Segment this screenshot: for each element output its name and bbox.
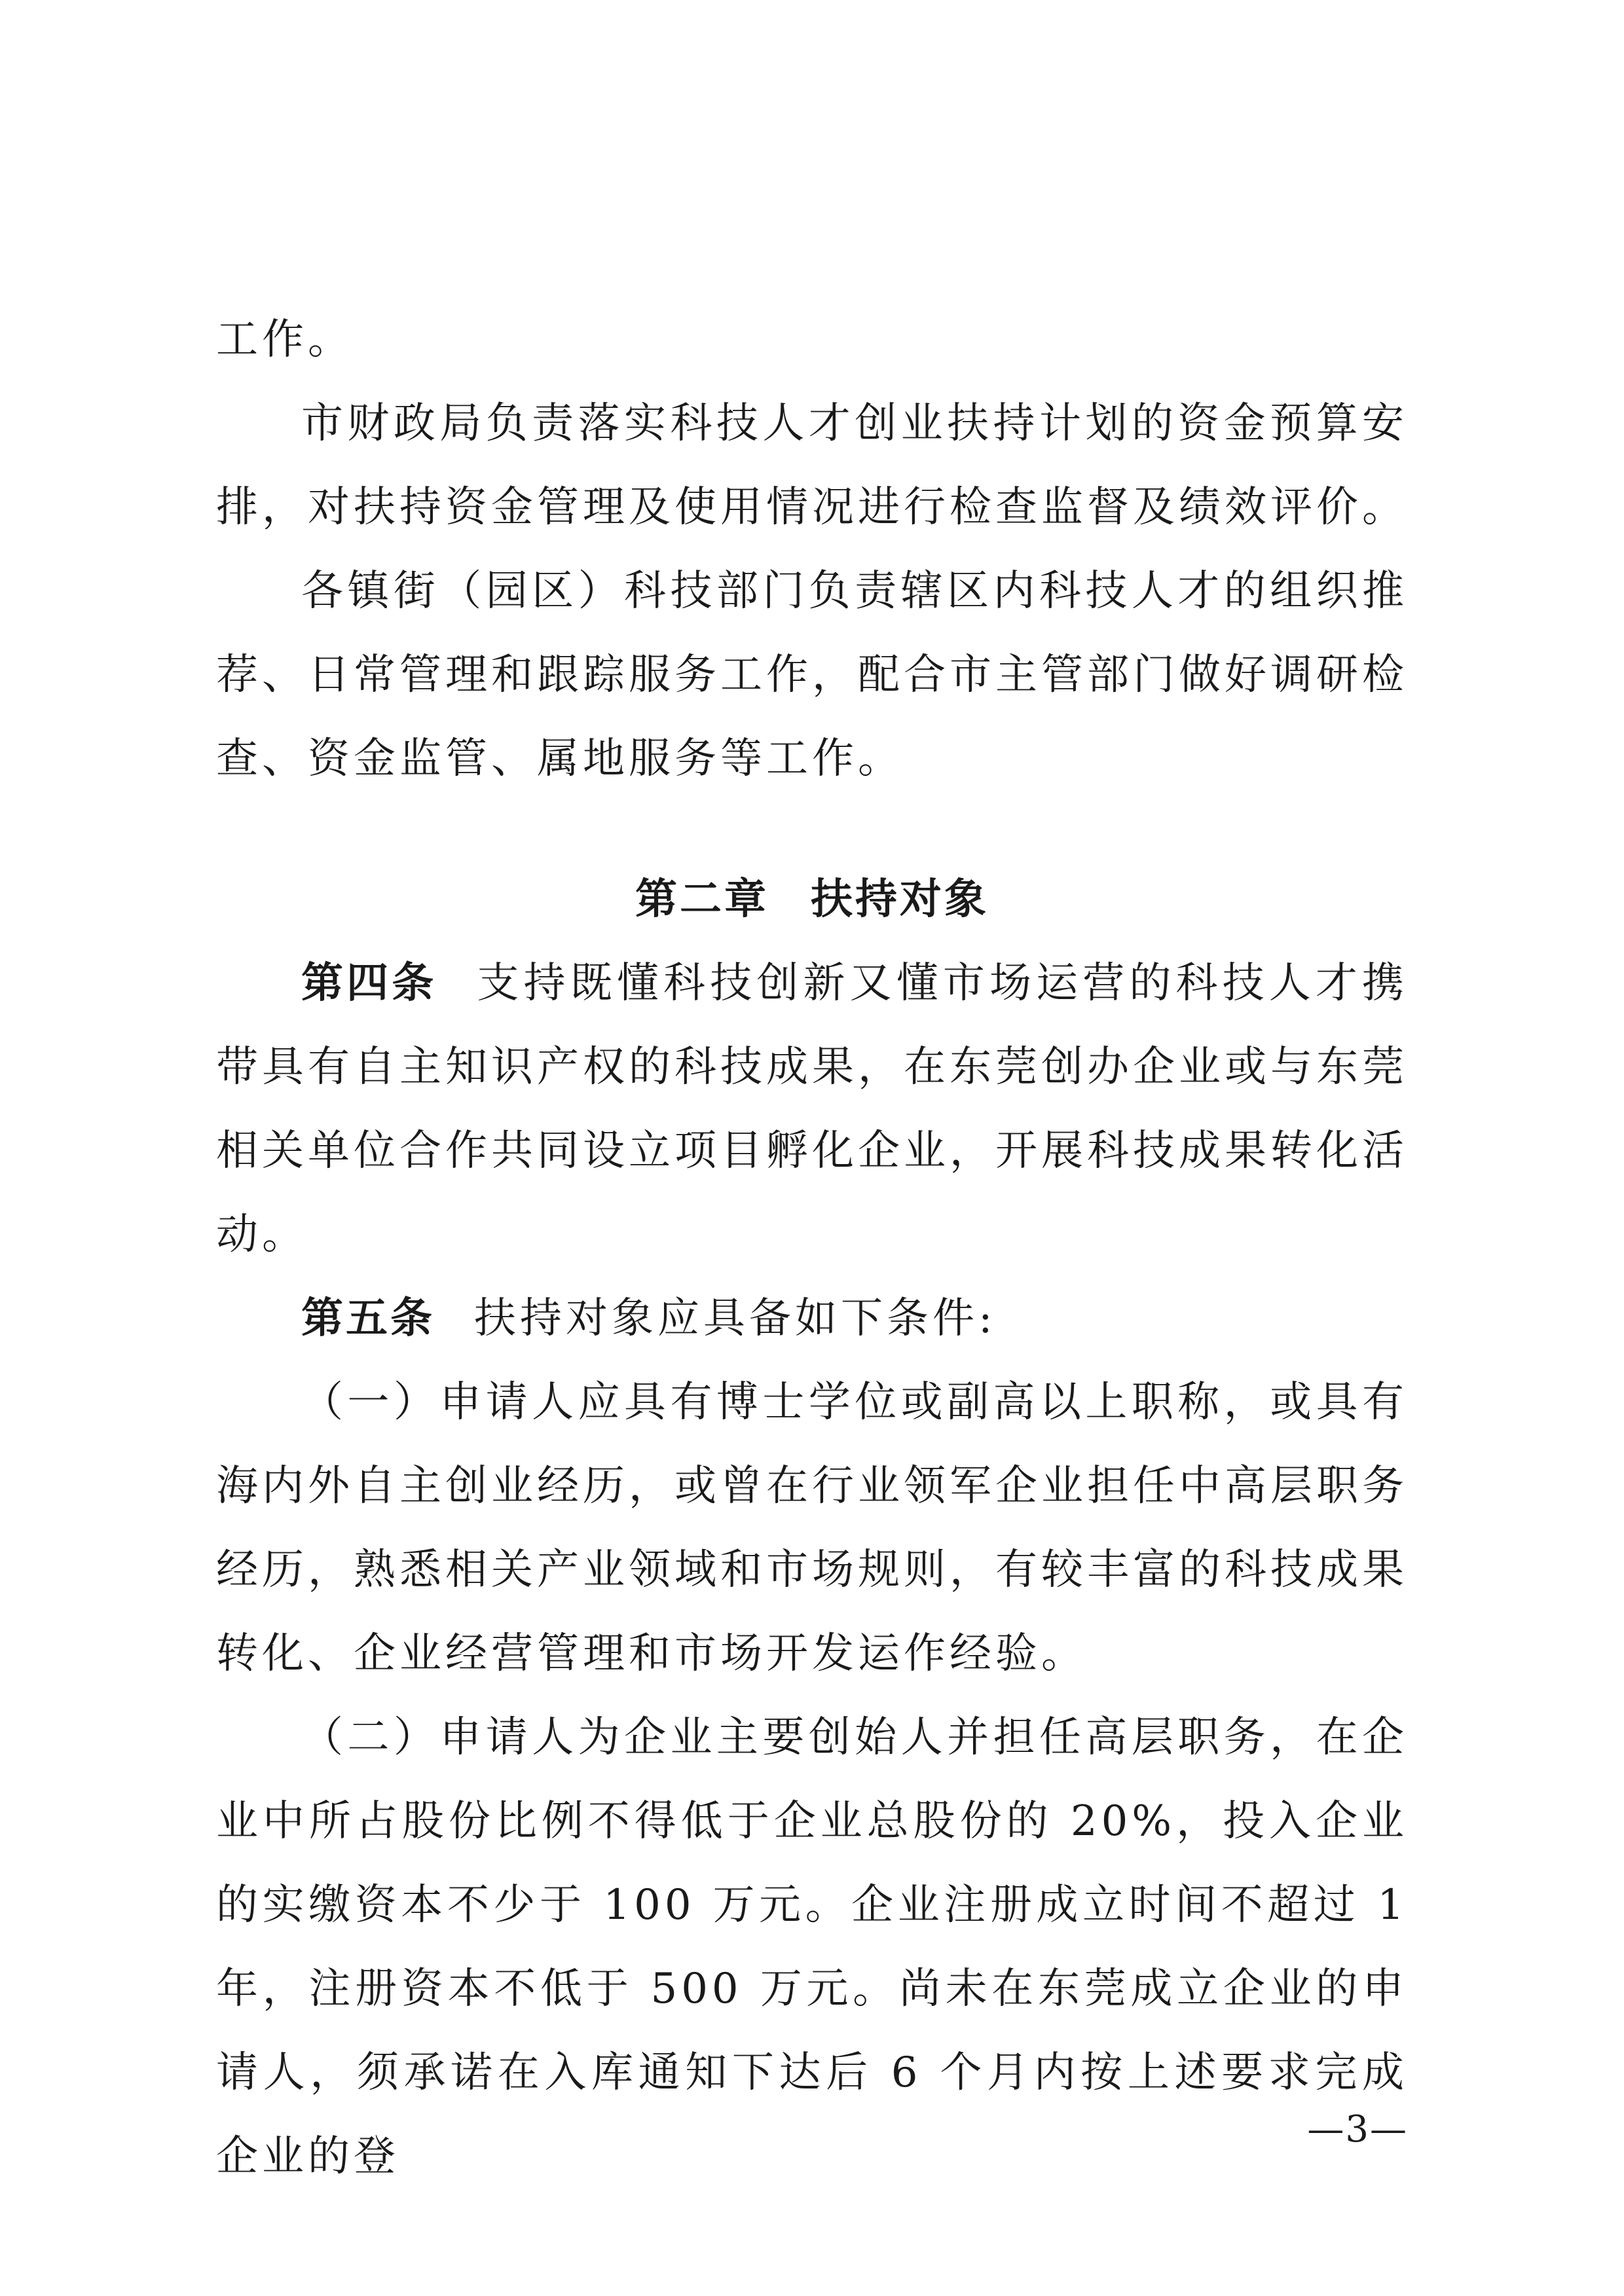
chapter-number: 第二章: [635, 875, 769, 924]
condition-item-2: （二）申请人为企业主要创始人并担任高层职务，在企业中所占股份比例不得低于企业总股份的 20%，投入企业的实缴资本不少于 100 万元。企业注册成立时间不超过 1 年，注册资本不低于 500 万元。尚未在东莞成立企业的申请人，须承诺在入库通知下达后 6 个月内按上述要求完成企业的登: [216, 1713, 1408, 2181]
article-5-heading: 第五条: [301, 1294, 435, 1343]
paragraph-finance-bureau: 市财政局负责落实科技人才创业扶持计划的资金预算安排，对扶持资金管理及使用情况进行检查监督及绩效评价。: [216, 399, 1408, 532]
paragraph-continuation: 工作。: [216, 316, 354, 364]
article-5: [216, 1277, 1408, 1360]
article-5-text: 扶持对象应具备如下条件:: [474, 1294, 997, 1343]
chapter-heading: [216, 858, 1408, 941]
article-4-heading: 第四条: [301, 959, 437, 1008]
condition-item-1: （一）申请人应具有博士学位或副高以上职称，或具有海内外自主创业经历，或曾在行业领军企业担任中高层职务经历，熟悉相关产业领域和市场规则，有较丰富的科技成果转化、企业经营管理和市场开发运作经验。: [216, 1378, 1408, 1678]
page-number: —3—: [1307, 2108, 1408, 2151]
chapter-title: 扶持对象: [811, 875, 989, 924]
paragraph-town-departments: 各镇街（园区）科技部门负责辖区内科技人才的组织推荐、日常管理和跟踪服务工作，配合市主管部门做好调研检查、资金监管、属地服务等工作。: [216, 567, 1408, 783]
article-4-text: 支持既懂科技创新又懂市场运营的科技人才携带具有自主知识产权的科技成果，在东莞创办企业或与东莞相关单位合作共同设立项目孵化企业，开展科技成果转化活动。: [216, 959, 1409, 1259]
article-4: [216, 941, 1408, 1277]
